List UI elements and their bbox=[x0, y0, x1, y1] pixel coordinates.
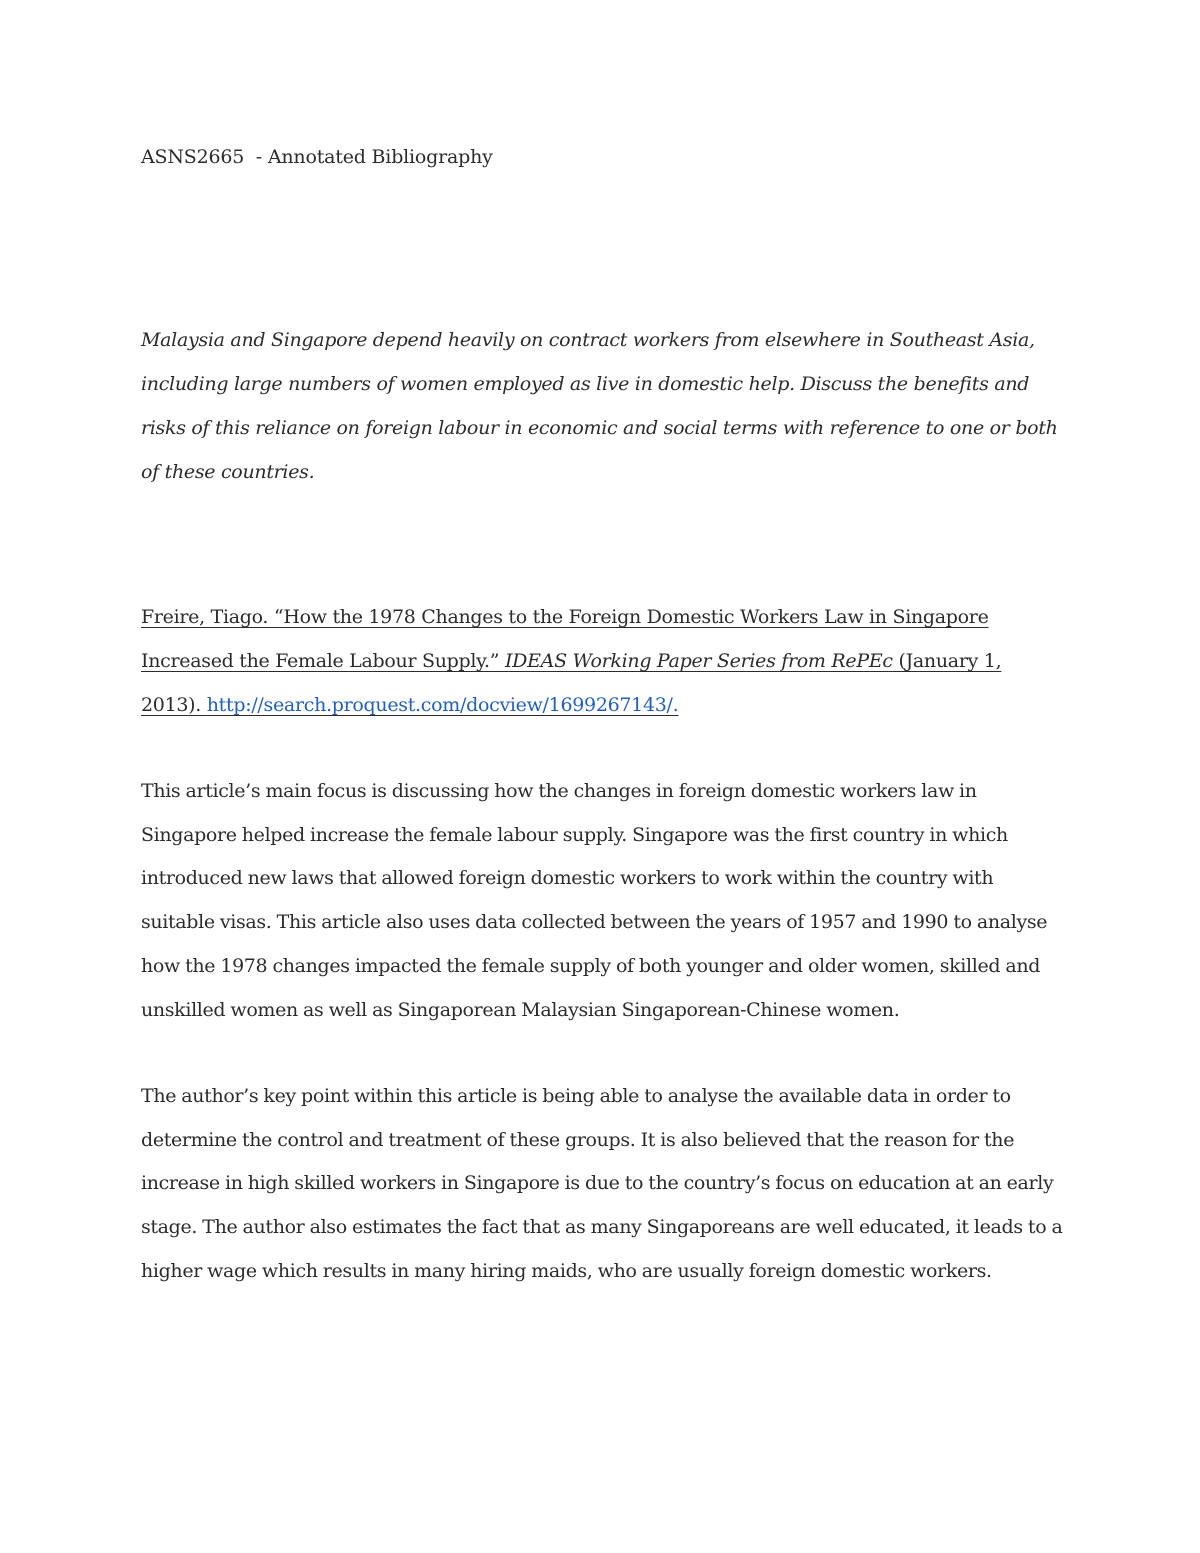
citation-journal: IDEAS Working Paper Series from RePEc bbox=[504, 650, 893, 672]
document-title: ASNS2665 - Annotated Bibliography bbox=[141, 146, 493, 168]
essay-prompt: Malaysia and Singapore depend heavily on contract workers from elsewhere in Southeast Asia, including large numbers of women employed as live in domestic help. Discuss the benefits and risks of this reliance on foreign labour in economic and social terms with reference to one or both of these countries. bbox=[141, 329, 1058, 483]
citation bbox=[141, 595, 1061, 727]
annotation-paragraph-2: The author’s key point within this article is being able to analyse the available data in order to determine the control and treatment of these groups. It is also believed that the reason for the increase in high skilled workers in Singapore is due to the country’s focus on education at an early stage. The author also estimates the fact that as many Singaporeans are well educated, it leads to a higher wage which results in many hiring maids, who are usually foreign domestic workers. bbox=[141, 1085, 1063, 1282]
citation-date: (January 1, 2013). bbox=[141, 650, 1002, 716]
citation-author-title: Freire, Tiago. “How the 1978 Changes to the Foreign Domestic Workers Law in Singapore Increased the Female Labour Supply.” bbox=[141, 606, 989, 672]
annotation-paragraph-1: This article’s main focus is discussing how the changes in foreign domestic workers law in Singapore helped increase the female labour supply. Singapore was the first country in which introduced new laws that allowed foreign domestic workers to work within the country with suitable visas. This article also uses data collected between the years of 1957 and 1990 to analyse how the 1978 changes impacted the female supply of both younger and older women, skilled and unskilled women as well as Singaporean Malaysian Singaporean-Chinese women. bbox=[141, 780, 1048, 1021]
citation-link[interactable]: http://search.proquest.com/docview/1699267143/. bbox=[206, 694, 679, 716]
